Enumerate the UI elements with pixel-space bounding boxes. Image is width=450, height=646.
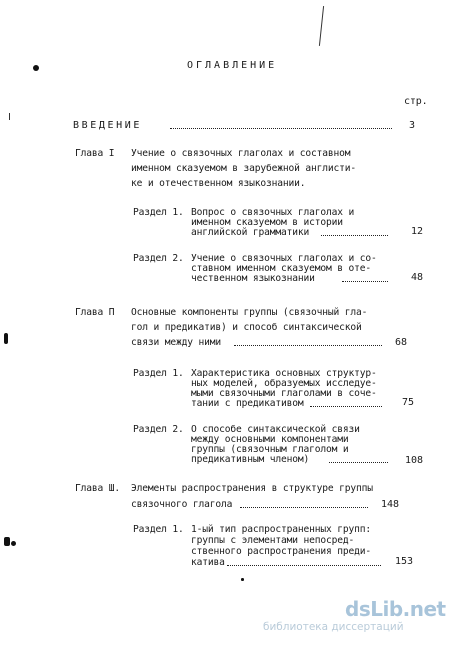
chapter-title-line: Элементы распространения в структуре группы	[131, 483, 373, 494]
page-title: ОГЛАВЛЕНИЕ	[187, 60, 278, 71]
section-title-line: катива	[191, 557, 225, 568]
page-number: 153	[394, 556, 413, 567]
section-title-line: ставном именном сказуемом в оте-	[191, 263, 372, 274]
chapter-title-line: гол и предикатив) и способ синтаксической	[131, 322, 362, 333]
punch-hole-mark	[4, 333, 8, 344]
section-title-line: группы с элементами непосред-	[191, 535, 355, 546]
section-title-line: предикативным членом)	[191, 454, 310, 465]
watermark-tagline: библиотека диссертаций	[263, 621, 404, 633]
page-number: 108	[404, 455, 423, 466]
section-label: Раздел 1.	[133, 207, 184, 218]
ink-dot	[241, 578, 244, 581]
section-title-line: чественном языкознании	[191, 273, 315, 284]
scan-scratch	[9, 113, 10, 120]
section-title-line: группы (связочным глаголом и	[191, 444, 349, 455]
page-number: 48	[410, 272, 423, 283]
dot-leader	[342, 281, 388, 282]
dot-leader	[240, 507, 368, 508]
chapter-title-line: именном сказуемом в зарубежной англисти-	[131, 163, 357, 174]
section-title-line: Вопрос о связочных глаголах и	[191, 207, 355, 218]
section-title-line: Учение о связочных глаголах и со-	[191, 253, 377, 264]
scan-scratch	[319, 6, 324, 46]
watermark-brand: dsLib.net	[345, 597, 446, 621]
punch-hole-mark	[11, 541, 16, 546]
section-label: Раздел 1.	[133, 368, 184, 379]
section-title-line: мыми связочными глаголами в соче-	[191, 388, 377, 399]
section-title-line: ственного распространения преди-	[191, 546, 372, 557]
dot-leader	[310, 406, 382, 407]
dot-leader	[329, 462, 388, 463]
punch-hole-mark	[33, 65, 39, 71]
section-title-line: О способе синтаксической связи	[191, 424, 360, 435]
section-title-line: английской грамматики	[191, 227, 310, 238]
page-number: 3	[408, 120, 415, 131]
chapter-label: Глава П	[75, 307, 115, 318]
page-number: 68	[394, 337, 407, 348]
section-title-line: тании с предикативом	[191, 398, 304, 409]
section-label: Раздел 2.	[133, 253, 184, 264]
punch-hole-mark	[4, 537, 10, 546]
section-title-line: ных моделей, образуемых исследуе-	[191, 378, 377, 389]
section-title-line: между основными компонентами	[191, 434, 349, 445]
page-number: 12	[410, 226, 423, 237]
chapter-title-line: Учение о связочных глаголах и составном	[131, 148, 351, 159]
chapter-title-line: Основные компоненты группы (связочный гла-	[131, 307, 368, 318]
chapter-title-line: связочного глагола	[131, 499, 233, 510]
section-label: Раздел 2.	[133, 424, 184, 435]
chapter-title-line: связи между ними	[131, 337, 222, 348]
dot-leader	[321, 235, 388, 236]
chapter-title-line: ке и отечественном языкознании.	[131, 178, 306, 189]
chapter-label: Глава Ш.	[75, 483, 121, 494]
chapter-label: Глава I	[75, 148, 115, 159]
section-label: Раздел 1.	[133, 524, 184, 535]
section-title-line: именном сказуемом в истории	[191, 217, 343, 228]
page-number: 75	[401, 397, 414, 408]
page-column-label: стр.	[404, 96, 428, 107]
section-title-line: 1-ый тип распространенных групп:	[191, 524, 372, 535]
dot-leader	[227, 565, 381, 566]
dot-leader	[170, 128, 392, 129]
section-title-line: Характеристика основных структур-	[191, 368, 377, 379]
page-number: 148	[380, 499, 399, 510]
intro-label: ВВЕДЕНИЕ	[73, 120, 142, 131]
dot-leader	[234, 345, 382, 346]
